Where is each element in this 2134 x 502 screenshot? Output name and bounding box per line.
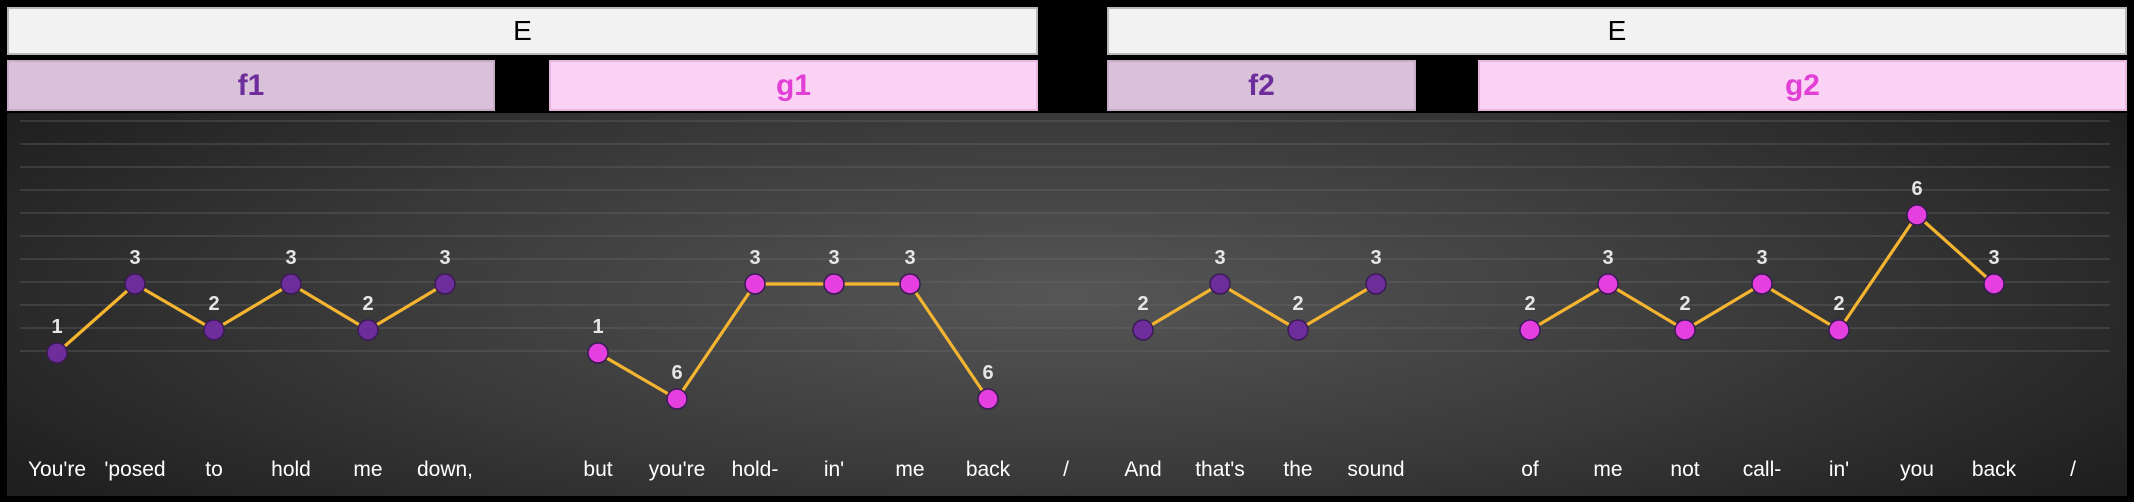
lyric-word: to: [205, 458, 223, 481]
lyric-word: me: [1593, 458, 1623, 481]
lyric-word: down,: [416, 458, 474, 481]
note-value-label: 2: [1292, 293, 1304, 315]
note-dot: [588, 343, 608, 363]
phrase-separator: /: [2070, 458, 2076, 481]
lyric-word: call-: [1742, 458, 1782, 481]
note-dot: [435, 274, 455, 294]
note-value-label: 3: [749, 247, 761, 269]
section-f2: f2: [1107, 60, 1416, 111]
note-value-label: 2: [362, 293, 374, 315]
note-value-label: 3: [439, 247, 451, 269]
note-value-label: 6: [982, 362, 994, 384]
note-value-label: 2: [208, 293, 220, 315]
lyric-word: back: [1971, 458, 2017, 481]
note-dot: [1133, 320, 1153, 340]
note-dot: [1366, 274, 1386, 294]
note-dot: [1907, 205, 1927, 225]
note-value-label: 3: [1602, 247, 1614, 269]
contour-line-f2: [1143, 284, 1376, 330]
lyric-word: And: [1124, 458, 1162, 481]
note-dot: [204, 320, 224, 340]
note-dot: [47, 343, 67, 363]
note-dot: [745, 274, 765, 294]
lyric-word: of: [1521, 458, 1539, 481]
contour-line-g2: [1530, 215, 1994, 330]
note-value-label: 6: [671, 362, 683, 384]
lyric-word: hold-: [731, 458, 779, 481]
lyric-word: but: [583, 458, 613, 481]
note-dot: [1752, 274, 1772, 294]
phrase-separator: /: [1063, 458, 1069, 481]
section-g1: g1: [549, 60, 1038, 111]
chord-box-1: E: [7, 7, 1038, 55]
note-value-label: 3: [285, 247, 297, 269]
note-dot: [667, 389, 687, 409]
note-dot: [1210, 274, 1230, 294]
lyric-word: you're: [648, 458, 706, 481]
lyric-word: 'posed: [104, 458, 166, 481]
note-value-label: 1: [51, 316, 63, 338]
lyric-word: sound: [1347, 458, 1405, 481]
contour-line-f1: [57, 284, 445, 353]
note-dot: [281, 274, 301, 294]
section-g2: g2: [1478, 60, 2127, 111]
lyric-word: You're: [27, 458, 87, 481]
lyric-word: that's: [1195, 458, 1245, 481]
note-dot: [1829, 320, 1849, 340]
lyric-word: hold: [271, 458, 311, 481]
lyric-word: me: [353, 458, 383, 481]
note-value-label: 3: [1214, 247, 1226, 269]
chord-box-2: E: [1107, 7, 2127, 55]
note-dot: [1520, 320, 1540, 340]
note-value-label: 3: [904, 247, 916, 269]
note-dot: [125, 274, 145, 294]
note-value-label: 6: [1911, 178, 1923, 200]
lyric-word: not: [1670, 458, 1700, 481]
note-value-label: 1: [592, 316, 604, 338]
note-value-label: 2: [1833, 293, 1845, 315]
note-dot: [978, 389, 998, 409]
lyric-word: in': [1828, 458, 1850, 481]
note-value-label: 3: [1370, 247, 1382, 269]
note-value-label: 3: [129, 247, 141, 269]
note-dot: [1288, 320, 1308, 340]
note-value-label: 2: [1679, 293, 1691, 315]
note-dot: [1598, 274, 1618, 294]
contour-line-g1: [598, 284, 988, 399]
note-dot: [358, 320, 378, 340]
lyric-word: the: [1283, 458, 1313, 481]
note-dot: [1675, 320, 1695, 340]
note-value-label: 2: [1137, 293, 1149, 315]
note-value-label: 3: [1988, 247, 2000, 269]
note-value-label: 2: [1524, 293, 1536, 315]
note-value-label: 3: [1756, 247, 1768, 269]
lyric-word: you: [1900, 458, 1934, 481]
lyric-word: back: [965, 458, 1011, 481]
note-dot: [900, 274, 920, 294]
lyric-word: me: [895, 458, 925, 481]
note-dot: [824, 274, 844, 294]
section-f1: f1: [7, 60, 495, 111]
note-value-label: 3: [828, 247, 840, 269]
note-dot: [1984, 274, 2004, 294]
lyric-word: in': [823, 458, 845, 481]
